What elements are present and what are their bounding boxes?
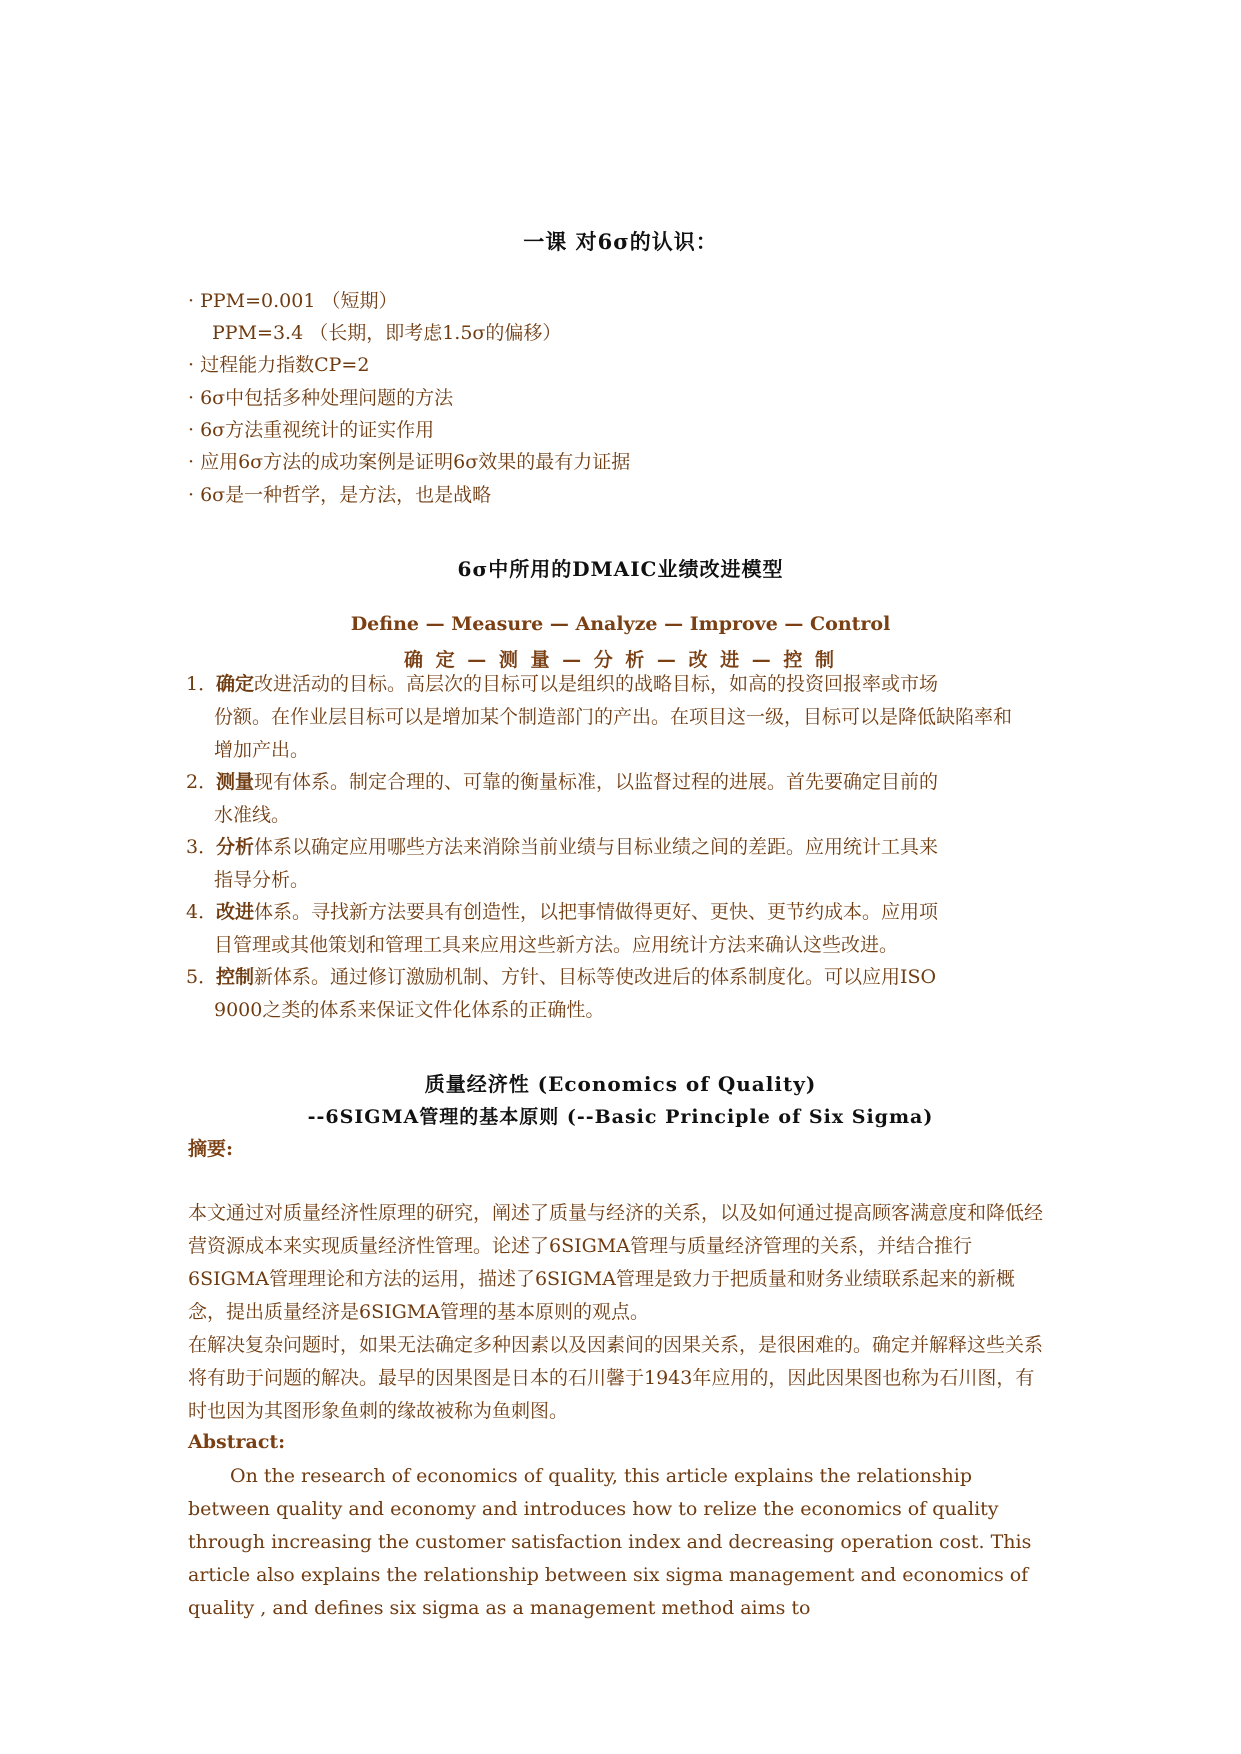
step-number: 2． [186, 771, 218, 793]
step-continuation: 9000之类的体系来保证文件化体系的正确性。 [214, 999, 605, 1021]
economics-subtitle: --6SIGMA管理的基本原则 (--Basic Principle of Six Sigma) [307, 1106, 934, 1128]
step-keyword: 测量 [216, 771, 255, 793]
dmaic-chinese: 确 定 — 测 量 — 分 析 — 改 进 — 控 制 [404, 649, 837, 671]
step-number: 3． [186, 836, 218, 858]
step-keyword: 确定 [216, 673, 255, 695]
step-text: 现有体系。制定合理的、可靠的衡量标准，以监督过程的进展。首先要确定目前的 [254, 771, 939, 793]
step-keyword: 改进 [216, 901, 255, 923]
step-analyze [186, 831, 1016, 897]
step-text: 新体系。通过修订激励机制、方针、目标等使改进后的体系制度化。可以应用ISO [254, 966, 937, 988]
step-number: 5． [186, 966, 218, 988]
economics-title: 质量经济性 (Economics of Quality) [424, 1072, 817, 1096]
bullet-ppm-long: PPM=3.4 （长期，即考虑1.5σ的偏移） [212, 322, 562, 344]
step-define [186, 668, 1016, 767]
step-continuation: 目管理或其他策划和管理工具来应用这些新方法。应用统计方法来确认这些改进。 [214, 934, 899, 956]
step-continuation: 水准线。 [214, 804, 291, 826]
bullet-philosophy: · 6σ是一种哲学，是方法，也是战略 [188, 484, 492, 506]
step-number: 1． [186, 673, 218, 695]
bullet-cases: · 应用6σ方法的成功案例是证明6σ效果的最有力证据 [188, 451, 631, 473]
step-keyword: 控制 [216, 966, 255, 988]
dmaic-english: Define — Measure — Analyze — Improve — Control [350, 613, 891, 635]
bullet-methods: · 6σ中包括多种处理问题的方法 [188, 387, 454, 409]
bullet-cp: · 过程能力指数CP=2 [188, 354, 370, 376]
abstract-en-label: Abstract: [188, 1431, 286, 1453]
step-text: 改进活动的目标。高层次的目标可以是组织的战略目标，如高的投资回报率或市场 [254, 673, 939, 695]
step-continuation: 份额。在作业层目标可以是增加某个制造部门的产出。在项目这一级，目标可以是降低缺陷率和增加产出。 [214, 706, 1013, 761]
step-measure [186, 766, 1016, 832]
abstract-cn-paragraph-1: 本文通过对质量经济性原理的研究，阐述了质量与经济的关系，以及如何通过提高顾客满意度和降低经营资源成本来实现质量经济性管理。论述了6SIGMA管理与质量经济管理的关系，并结合推行6SIGMA管理理论和方法的运用，描述了6SIGMA管理是致力于把质量和财务业绩联系起来的新概念，提出质量经济是6SIGMA管理的基本原则的观点。 [188, 1202, 1044, 1323]
lesson-title: 一课 对6σ的认识： [523, 229, 718, 254]
step-keyword: 分析 [216, 836, 255, 858]
abstract-cn-label: 摘要: [188, 1138, 234, 1160]
step-text: 体系以确定应用哪些方法来消除当前业绩与目标业绩之间的差距。应用统计工具来 [254, 836, 939, 858]
bullet-ppm-short: · PPM=0.001 （短期） [188, 290, 398, 312]
bullet-statistics: · 6σ方法重视统计的证实作用 [188, 419, 435, 441]
abstract-en-paragraph: On the research of economics of quality, this article explains the relationship between quality and economy and introduces how to relize the economics of quality through increasing the customer satisfaction index and decreasing operation cost. This article also explains the relationship between six sigma management and economics of quality , and defines six sigma as a management method aims to [188, 1465, 1032, 1619]
step-improve [186, 896, 1016, 962]
step-control [186, 961, 1016, 1027]
abstract-cn-paragraph-2: 在解决复杂问题时，如果无法确定多种因素以及因素间的因果关系，是很困难的。确定并解释这些关系将有助于问题的解决。最早的因果图是日本的石川馨于1943年应用的，因此因果图也称为石川图，有时也因为其图形象鱼刺的缘故被称为鱼刺图。 [188, 1334, 1044, 1422]
step-number: 4． [186, 901, 218, 923]
dmaic-title: 6σ中所用的DMAIC业绩改进模型 [457, 557, 784, 581]
step-text: 体系。寻找新方法要具有创造性，以把事情做得更好、更快、更节约成本。应用项 [254, 901, 939, 923]
step-continuation: 指导分析。 [214, 869, 310, 891]
